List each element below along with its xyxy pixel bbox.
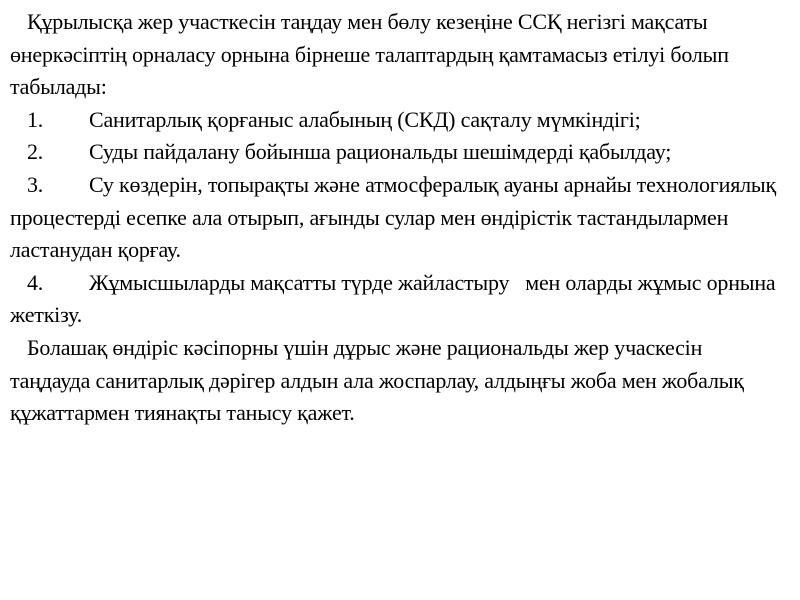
list-item-number: 1. xyxy=(27,106,44,132)
list-item-1 xyxy=(10,104,780,137)
list-item-4 xyxy=(10,267,780,332)
list-item-text: Суды пайдалану бойынша рациональды шешімдерді қабылдау; xyxy=(89,139,672,165)
list-item-number: 4. xyxy=(27,269,44,295)
list-item-3 xyxy=(10,169,780,267)
list-item-number: 2. xyxy=(27,139,44,165)
intro-paragraph: Құрылысқа жер участкесін таңдау мен бөлу кезеңіне ССҚ негізгі мақсаты өнеркәсіптің орналасу орнына бірнеше талаптардың қамтамасыз етілуі болып табылады: xyxy=(10,9,729,100)
slide-text-body xyxy=(10,6,780,430)
list-item-text: Су көздерін, топырақты және атмосфералық ауаны арнайы технологиялық процестерді есепке ала отырып, ағынды сулар мен өндірістік тастандылармен ластанудан қорғау. xyxy=(10,171,776,263)
list-item-text: Санитарлық қорғаныс алабының (СКД) сақталу мүмкіндігі; xyxy=(89,106,641,132)
conclusion-paragraph: Болашақ өндіріс кәсіпорны үшін дұрыс және рациональды жер учаскесін таңдауда санитарлық дәрігер алдын ала жоспарлау, алдыңғы жоба мен жобалық құжаттармен тиянақты танысу қажет. xyxy=(10,334,744,426)
list-item-2 xyxy=(10,136,780,169)
list-item-text: Жұмысшыларды мақсатты түрде жайластыру мен оларды жұмыс орнына жеткізу. xyxy=(10,269,781,328)
list-item-number: 3. xyxy=(27,171,44,197)
